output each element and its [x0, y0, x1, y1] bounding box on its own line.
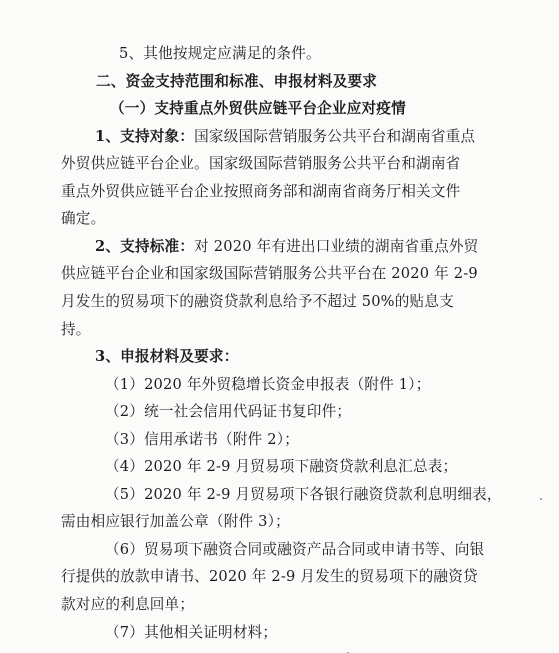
subsection-1-heading: （一）支持重点外贸供应链平台企业应对疫情 [110, 100, 406, 118]
support-standard-line-2: 供应链平台企业和国家级国际营销服务公共平台在 2020 年 2-9 [61, 265, 478, 283]
scan-speck [540, 498, 542, 500]
materials-item-6: （6）贸易项下融资合同或融资产品合同或申请书等、向银 [105, 540, 485, 558]
support-target-text-1: 国家级国际营销服务公共平台和湖南省重点 [194, 127, 476, 145]
materials-item-6-cont-1: 行提供的放款申请书、2020 年 2-9 月发生的贸易项下的融资贷 [61, 568, 478, 586]
support-standard-line-1 [95, 237, 478, 257]
materials-item-4: （4）2020 年 2-9 月贸易项下融资贷款利息汇总表； [105, 458, 458, 476]
support-target-line-2: 外贸供应链平台企业。国家级国际营销服务公共平台和湖南省 [61, 155, 461, 173]
materials-item-5-cont: 需由相应银行加盖公章（附件 3）； [61, 513, 290, 531]
materials-heading: 3、申报材料及要求： [95, 348, 239, 366]
materials-item-2: （2）统一社会信用代码证书复印件； [105, 403, 352, 421]
support-standard-text-1: 对 2020 年有进出口业绩的湖南省重点外贸 [194, 237, 479, 255]
support-standard-label: 2、支持标准： [95, 237, 195, 255]
materials-item-1: （1）2020 年外贸稳增长资金申报表（附件 1）； [105, 375, 431, 393]
materials-item-5: （5）2020 年 2-9 月贸易项下各银行融资贷款利息明细表， [105, 485, 502, 503]
support-standard-line-4: 持。 [61, 320, 91, 338]
support-target-line-3: 重点外贸供应链平台企业按照商务部和湖南省商务厅相关文件 [61, 182, 461, 200]
section-2-heading: 二、资金支持范围和标准、申报材料及要求 [96, 72, 378, 90]
materials-item-7: （7）其他相关证明材料； [105, 623, 278, 641]
materials-item-6-cont-2: 款对应的利息回单； [61, 596, 195, 613]
support-target-label: 1、支持对象： [95, 127, 195, 145]
item-5-text: 5、其他按规定应满足的条件。 [119, 45, 321, 62]
materials-item-3: （3）信用承诺书（附件 2）； [105, 430, 300, 448]
support-target-line-4: 确定。 [61, 210, 106, 228]
support-target-line-1 [95, 127, 475, 147]
support-standard-line-3: 月发生的贸易项下的融资贷款利息给予不超过 50%的贴息支 [61, 292, 454, 310]
